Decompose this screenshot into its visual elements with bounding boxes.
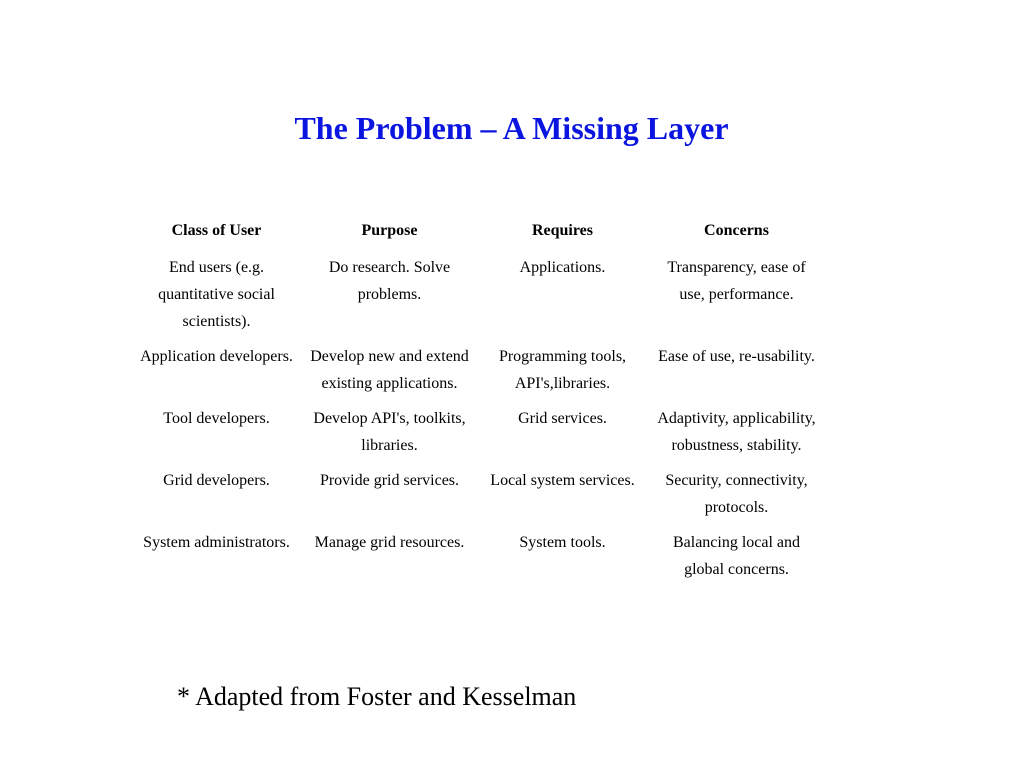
table-row (130, 343, 824, 405)
table-cell: Grid services. (518, 410, 607, 427)
column-header-purpose: Purpose (361, 222, 418, 239)
user-class-table (130, 215, 824, 591)
table-cell: Balancing local and global concerns. (672, 534, 801, 578)
table-cell: Develop API's, toolkits, libraries. (313, 410, 466, 454)
table-cell: Do research. Solve problems. (328, 259, 451, 303)
column-header-class-of-user: Class of User (171, 222, 262, 239)
table-cell: Application developers. (140, 348, 293, 365)
table-cell: Tool developers. (163, 410, 270, 427)
table-header-row (130, 215, 824, 254)
table-row (130, 405, 824, 467)
table-cell: Ease of use, re-usability. (658, 348, 815, 365)
column-header-requires: Requires (531, 222, 594, 239)
footnote: * Adapted from Foster and Kesselman (177, 682, 577, 711)
column-header-concerns: Concerns (704, 222, 769, 239)
table-cell: Programming tools, API's,libraries. (498, 348, 627, 392)
table-cell: Provide grid services. (319, 472, 460, 489)
table-cell: System administrators. (143, 534, 290, 551)
table-cell: End users (e.g. quantitative social scientists). (158, 259, 275, 330)
table-cell: Manage grid resources. (314, 534, 465, 551)
table-cell: Adaptivity, applicability, robustness, stability. (657, 410, 816, 454)
table-cell: Applications. (519, 259, 606, 276)
page-title: The Problem – A Missing Layer (294, 110, 729, 146)
table-row (130, 529, 824, 591)
table-row (130, 467, 824, 529)
table-cell: Develop new and extend existing applications. (310, 348, 469, 392)
table-cell: Transparency, ease of use, performance. (667, 259, 806, 303)
table-cell: Security, connectivity, protocols. (665, 472, 808, 516)
table-cell: Local system services. (490, 472, 635, 489)
table-cell: System tools. (519, 534, 606, 551)
table-cell: Grid developers. (163, 472, 270, 489)
table-row (130, 254, 824, 343)
